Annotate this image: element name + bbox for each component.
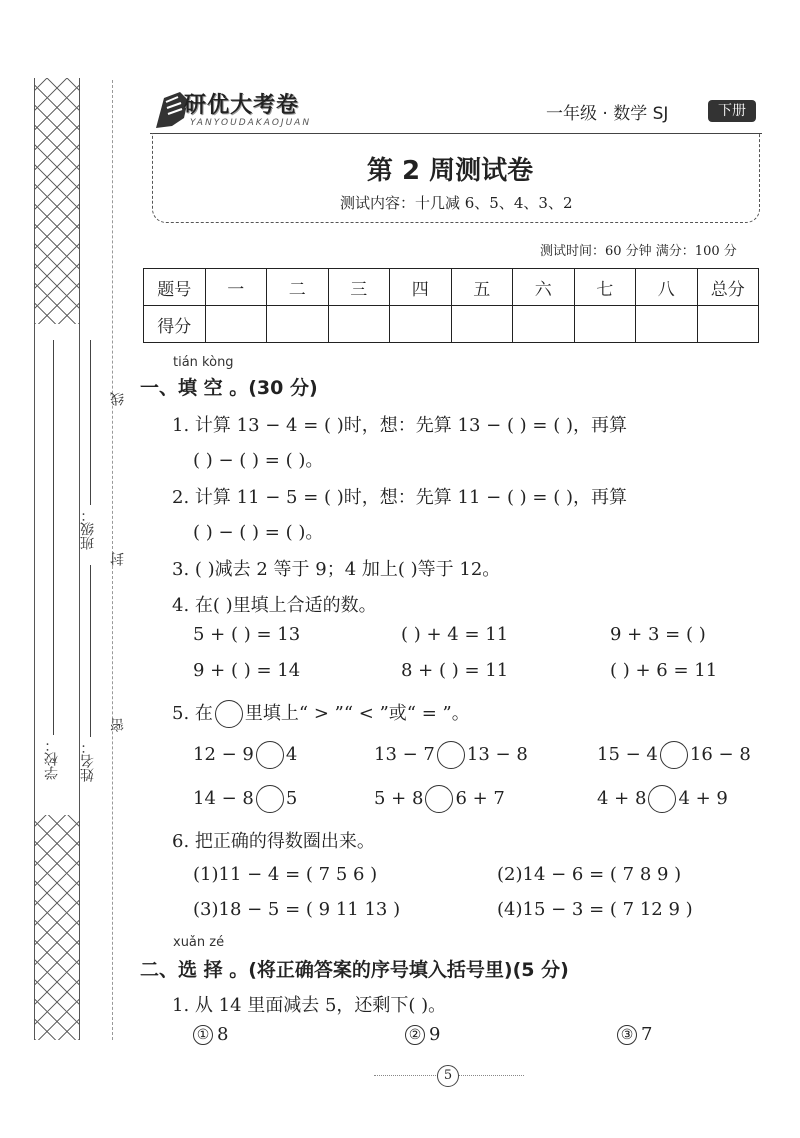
option-number: ②	[405, 1025, 425, 1045]
compare-item	[193, 741, 297, 769]
compare-left: 13 − 7	[374, 744, 435, 765]
compare-circle[interactable]	[256, 785, 284, 813]
question-3[interactable]: 3. ( )减去 2 等于 9；4 加上( )等于 12。	[172, 559, 501, 580]
score-header-cell: 总分	[697, 269, 759, 306]
compare-item	[193, 785, 297, 813]
question-5	[172, 699, 470, 728]
question-2a[interactable]: 2. 计算 11 − 5 = ( )时，想：先算 11 − ( ) = ( )，再算	[172, 487, 627, 508]
page-title: 第 2 周测试卷	[366, 156, 534, 186]
question-1a[interactable]: 1. 计算 13 − 4 = ( )时，想：先算 13 − ( ) = ( )，再算	[172, 415, 627, 436]
test-content: 测试内容：十几减 6、5、4、3、2	[340, 194, 573, 212]
choice-item[interactable]: (1)11 − 4 = ( 7 5 6 )	[193, 864, 378, 885]
section1-pinyin: tián kòng	[173, 355, 234, 370]
page-number: 5	[437, 1065, 459, 1087]
logo-text: 研优大考卷	[184, 93, 300, 118]
class-line[interactable]	[90, 340, 91, 505]
compare-left: 4 + 8	[597, 788, 647, 809]
score-header-cell: 四	[390, 269, 452, 306]
question-2b[interactable]: ( ) − ( ) = ( )。	[193, 522, 324, 543]
score-header-cell: 六	[513, 269, 575, 306]
logo-pinyin: YANYOUDAKAOJUAN	[190, 118, 312, 128]
grade-label: 一年级 · 数学 SJ	[546, 104, 669, 124]
section1-title: 一、填 空 。(30 分)	[140, 377, 318, 399]
compare-right: 4	[285, 744, 298, 765]
compare-circle[interactable]	[648, 785, 676, 813]
option-value: 9	[429, 1024, 441, 1045]
score-cell[interactable]	[636, 306, 698, 343]
test-meta: 测试时间：60 分钟 满分：100 分	[540, 244, 737, 259]
score-row-label: 得分	[144, 306, 206, 343]
score-header-cell: 七	[574, 269, 636, 306]
score-header-row	[144, 269, 759, 306]
question-1b[interactable]: ( ) − ( ) = ( )。	[193, 450, 324, 471]
score-cell[interactable]	[513, 306, 575, 343]
compare-right: 4 + 9	[678, 788, 728, 809]
compare-right: 5	[285, 788, 298, 809]
compare-circle[interactable]	[437, 741, 465, 769]
score-cell[interactable]	[451, 306, 513, 343]
cut-mark-line: 线	[110, 392, 126, 406]
option-value: 8	[217, 1024, 229, 1045]
score-cell[interactable]	[390, 306, 452, 343]
school-label: 学校：	[44, 738, 60, 780]
select-question-1[interactable]: 1. 从 14 里面减去 5，还剩下( )。	[172, 995, 447, 1016]
fill-item[interactable]: ( ) + 4 = 11	[401, 624, 509, 645]
score-header-cell: 二	[267, 269, 329, 306]
score-header-cell: 三	[328, 269, 390, 306]
binding-strip	[34, 78, 80, 1040]
compare-circle[interactable]	[660, 741, 688, 769]
option-number: ①	[193, 1025, 213, 1045]
score-cell[interactable]	[205, 306, 267, 343]
score-cell[interactable]	[697, 306, 759, 343]
volume-badge: 下册	[708, 100, 756, 122]
choice-item[interactable]: (3)18 − 5 = ( 9 11 13 )	[193, 899, 401, 920]
fill-item[interactable]: ( ) + 6 = 11	[610, 660, 718, 681]
compare-right: 16 − 8	[689, 744, 751, 765]
binding-pattern-top	[35, 78, 79, 324]
section2-title: 二、选 择 。(将正确答案的序号填入括号里)(5 分)	[140, 959, 569, 981]
option-2[interactable]	[405, 1024, 440, 1045]
compare-item	[597, 785, 728, 813]
score-header-cell: 题号	[144, 269, 206, 306]
question-5-prefix: 5. 在	[172, 703, 213, 724]
section2-pinyin: xuǎn zé	[173, 935, 225, 950]
score-header-cell: 八	[636, 269, 698, 306]
compare-right: 6 + 7	[455, 788, 505, 809]
score-row	[144, 306, 759, 343]
compare-left: 15 − 4	[597, 744, 658, 765]
fill-item[interactable]: 8 + ( ) = 11	[401, 660, 509, 681]
question-6: 6. 把正确的得数圈出来。	[172, 831, 375, 852]
score-cell[interactable]	[267, 306, 329, 343]
question-4: 4. 在( )里填上合适的数。	[172, 595, 377, 616]
option-1[interactable]	[193, 1024, 228, 1045]
cut-mark-seal: 封	[110, 552, 126, 566]
score-header-cell: 五	[451, 269, 513, 306]
fill-item[interactable]: 9 + ( ) = 14	[193, 660, 301, 681]
compare-item	[597, 741, 751, 769]
compare-item	[374, 741, 528, 769]
school-line[interactable]	[53, 340, 54, 735]
binding-pattern-bottom	[35, 815, 79, 1040]
compare-circle[interactable]	[425, 785, 453, 813]
option-value: 7	[641, 1024, 653, 1045]
compare-left: 5 + 8	[374, 788, 424, 809]
compare-left: 14 − 8	[193, 788, 254, 809]
brand-logo	[150, 86, 322, 136]
class-label: 班级：	[80, 508, 96, 550]
name-line[interactable]	[90, 565, 91, 737]
name-label: 姓名：	[80, 740, 96, 782]
compare-circle[interactable]	[256, 741, 284, 769]
option-3[interactable]	[617, 1024, 652, 1045]
compare-item	[374, 785, 505, 813]
compare-right: 13 − 8	[466, 744, 528, 765]
score-table	[143, 268, 759, 343]
compare-left: 12 − 9	[193, 744, 254, 765]
compare-circle-icon	[215, 700, 243, 728]
fill-item[interactable]: 5 + ( ) = 13	[193, 624, 301, 645]
option-number: ③	[617, 1025, 637, 1045]
question-5-suffix: 里填上“ > ”“ < ”或“ = ”。	[244, 703, 470, 724]
fill-item[interactable]: 9 + 3 = ( )	[610, 624, 706, 645]
cut-mark-secret: 密	[110, 718, 126, 732]
score-cell[interactable]	[574, 306, 636, 343]
choice-item[interactable]: (4)15 − 3 = ( 7 12 9 )	[497, 899, 693, 920]
score-cell[interactable]	[328, 306, 390, 343]
choice-item[interactable]: (2)14 − 6 = ( 7 8 9 )	[497, 864, 682, 885]
score-header-cell: 一	[205, 269, 267, 306]
